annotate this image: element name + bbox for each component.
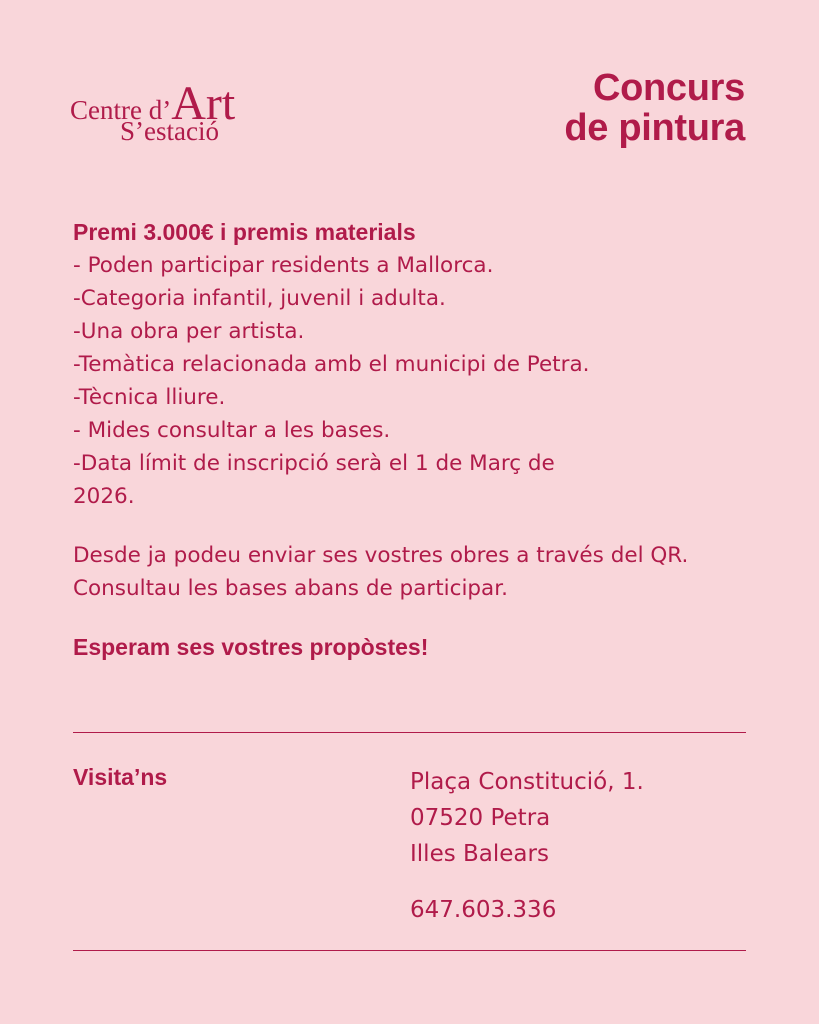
- condition-item: -Tècnica lliure.: [73, 385, 226, 410]
- main-content: [73, 216, 763, 664]
- prize-heading: Premi 3.000€ i premis materials: [73, 219, 416, 245]
- conditions-list: [73, 249, 763, 513]
- condition-item: - Poden participar residents a Mallorca.: [73, 253, 494, 278]
- address-line: Illes Balears: [410, 841, 549, 867]
- logo-prefix: Centre d’: [70, 95, 172, 125]
- condition-item: - Mides consultar a les bases.: [73, 418, 391, 443]
- logo-line-2: S’estació: [120, 116, 219, 146]
- centre-logo: [70, 70, 300, 160]
- title-line-1: Concurs: [592, 67, 745, 109]
- divider-top: [73, 732, 746, 733]
- condition-item: -Data límit de inscripció serà el 1 de Març de: [73, 451, 555, 476]
- page-title: [564, 68, 745, 148]
- divider-bottom: [73, 950, 746, 951]
- title-line-2: de pintura: [564, 107, 745, 149]
- logo-art-word: Art: [171, 77, 236, 130]
- condition-item: -Categoria infantil, juvenil i adulta.: [73, 286, 446, 311]
- submission-text: Desde ja podeu enviar ses vostres obres a través del QR. Consultau les bases abans de participar.: [73, 543, 689, 601]
- closing-message: Esperam ses vostres propòstes!: [73, 634, 429, 660]
- address-line: Plaça Constitució, 1.: [410, 769, 644, 795]
- condition-item: 2026.: [73, 484, 135, 509]
- condition-item: -Una obra per artista.: [73, 319, 305, 344]
- phone-number: 647.603.336: [410, 897, 557, 923]
- address-line: 07520 Petra: [410, 805, 551, 831]
- visit-label: Visita’ns: [73, 764, 168, 790]
- address-block: [410, 764, 644, 872]
- condition-item: -Temàtica relacionada amb el municipi de Petra.: [73, 352, 590, 377]
